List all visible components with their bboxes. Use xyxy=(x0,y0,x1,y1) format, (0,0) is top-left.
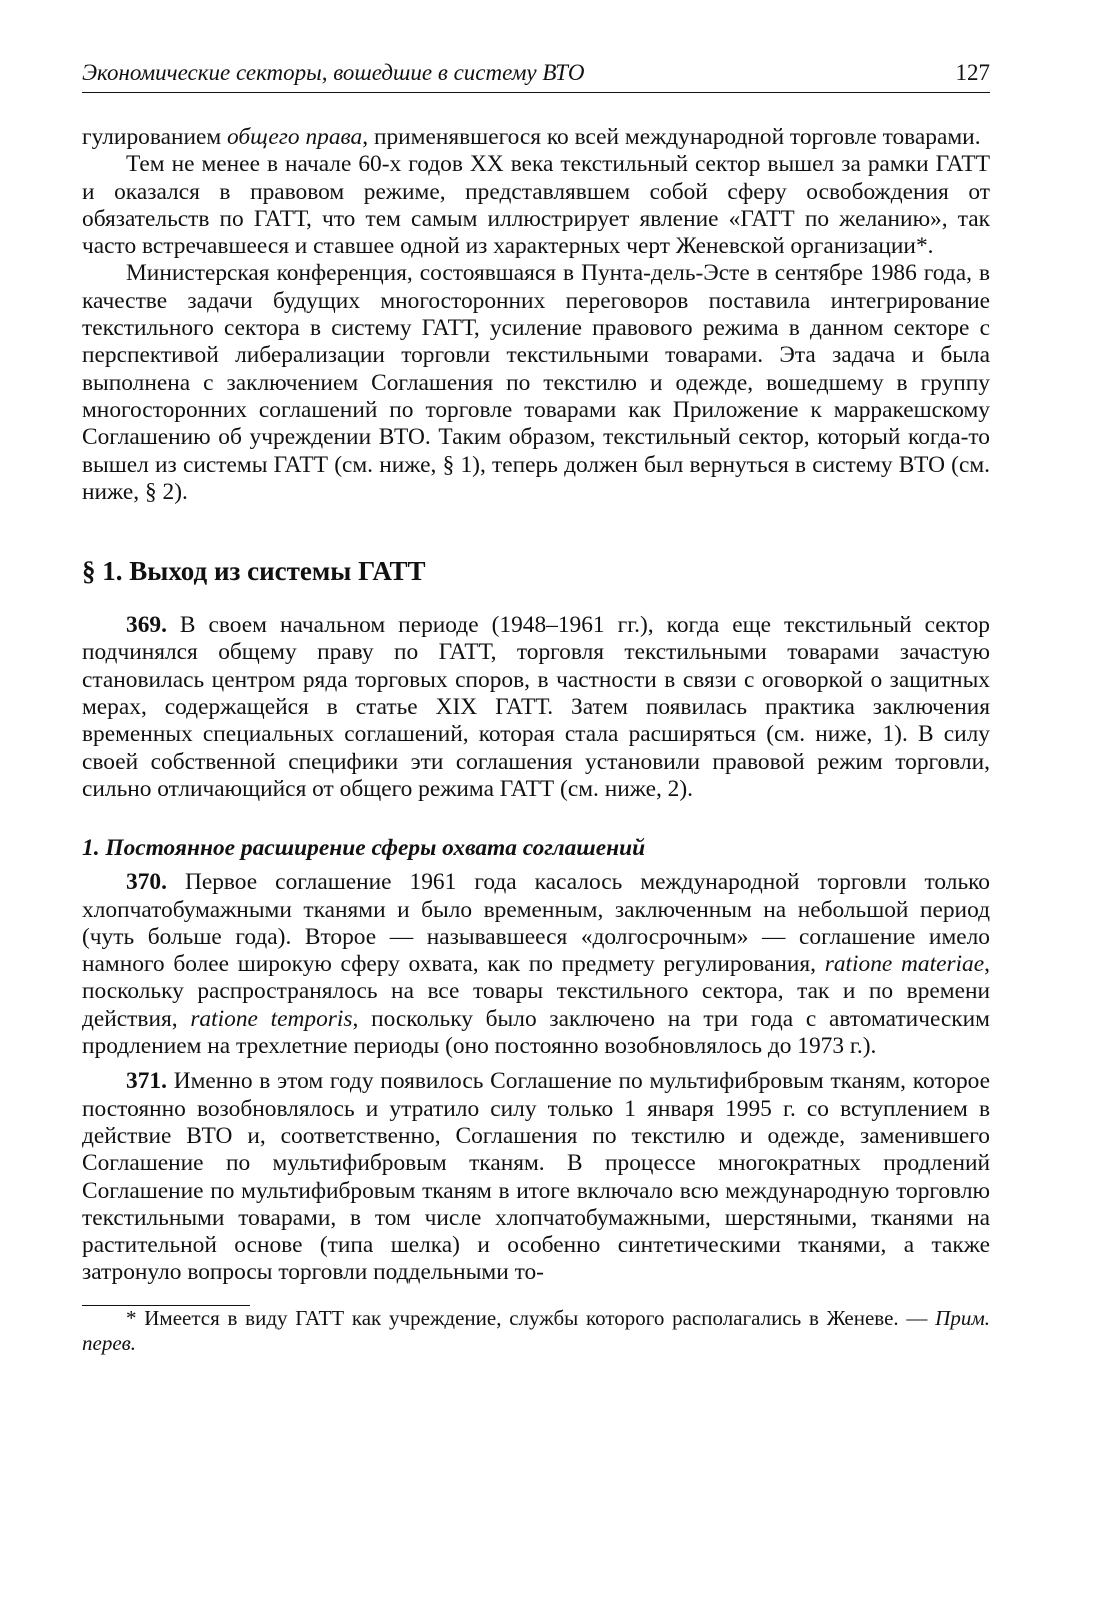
paragraph-continued xyxy=(82,124,990,151)
page-number: 127 xyxy=(955,60,990,85)
paragraph-number: 371. xyxy=(126,1068,167,1095)
italic-term: общего права xyxy=(227,124,363,150)
running-title: Экономические секторы, вошедшие в систему ВТО xyxy=(82,60,585,85)
paragraph-punta-del-este: Министерская конференция, состоявшаяся в Пунта-дель-Эсте в сентябре 1986 года, в качестве задачи будущих многосторонних переговоров поставила интегрирование текстильного сектора в систему ГАТТ, усиление правового режима в данном секторе с перспективой либерализации торговли текстильными товарами. Эта задача и была выполнена с заключением Соглашения по текстилю и одежде, вошедшему в группу многосторонних соглашений по торговле товарами как Приложение к марракешскому Соглашению об учреждении ВТО. Таким образом, текстильный сектор, который когда-то вышел из системы ГАТТ (см. ниже, § 1), теперь должен был вернуться в систему ВТО (см. ниже, § 2). xyxy=(82,260,990,505)
page xyxy=(82,60,990,1356)
text-run: Именно в этом году появилось Соглашение по мультифибровым тканям, которое постоянно возобновлялось и утратило силу только 1 января 1995 г. со вступлением в действие ВТО и, соответственно, Соглашения по текстилю и одежде, заменившего Соглашение по мультифибровым тканям. В процессе многократных продлений Соглашение по мультифибровым тканям в итоге включало всю международную торговлю текстильными товарами, в том числе хлопчатобумажными, шерстяными, тканями на растительной основе (типа шелка) и особенно синтетическими тканями, а также затронуло вопросы торговли поддельными то- xyxy=(82,1068,990,1286)
text-run: Первое соглашение 1961 года касалось международной торговли только хлопчатобумажными тканями и было временным, заключенным на небольшой период (чуть больше года). Второе — называвшееся «долгосрочным» — соглашение имело намного более широкую сферу охвата, как по предмету регулирования, xyxy=(82,869,990,978)
italic-term: ratione materiae xyxy=(824,951,985,978)
text-run: , поскольку распространялось на все товары текстильного сектора, так и по времени действия, xyxy=(82,951,990,1032)
section-heading: § 1. Выход из системы ГАТТ xyxy=(82,556,426,587)
paragraph-textile-gatt: Тем не менее в начале 60-х годов XX века текстильный сектор вышел за рамки ГАТТ и оказался в правовом режиме, представлявшем собой сферу освобождения от обязательств по ГАТТ, что тем самым иллюстрирует явление «ГАТТ по желанию», так часто встречавшееся и ставшее одной из характерных черт Женевской организации*. xyxy=(82,151,990,260)
footnote xyxy=(82,1306,990,1356)
footnote-text: * Имеется в виду ГАТТ как учреждение, службы которого располагались в Женеве. — xyxy=(126,1305,936,1330)
text-run: , поскольку было заключено на три года с автоматическим продлением на трехлетние периоды (оно постоянно возобновлялось до 1973 г.). xyxy=(82,1005,990,1060)
paragraph-369 xyxy=(82,612,990,803)
paragraph-number: 370. xyxy=(126,869,167,896)
paragraph-number: 369. xyxy=(126,612,167,639)
page-body xyxy=(82,124,990,1356)
subsection-heading: 1. Постоянное расширение сферы охвата соглашений xyxy=(82,835,646,862)
text-run: гулированием xyxy=(82,124,228,150)
text-run: , применявшегося ко всей международной торговле товарами. xyxy=(362,124,981,150)
paragraph-371 xyxy=(82,1068,990,1286)
text-run: В своем начальном периоде (1948–1961 гг.), когда еще текстильный сектор подчинялся общему праву по ГАТТ, торговля текстильными товарами зачастую становилась центром ряда торговых споров, в частности в связи с оговоркой о защитных мерах, содержащейся в статье XIX ГАТТ. Затем появилась практика заключения временных специальных соглашений, которая стала расширяться (см. ниже, 1). В силу своей собственной специфики эти соглашения установили правовой режим торговли, сильно отличающийся от общего режима ГАТТ (см. ниже, 2). xyxy=(82,612,990,802)
italic-term: ratione temporis xyxy=(190,1005,353,1032)
paragraph-370 xyxy=(82,869,990,1060)
translator-note: Прим. перев. xyxy=(82,1305,990,1355)
page-header xyxy=(82,60,990,93)
